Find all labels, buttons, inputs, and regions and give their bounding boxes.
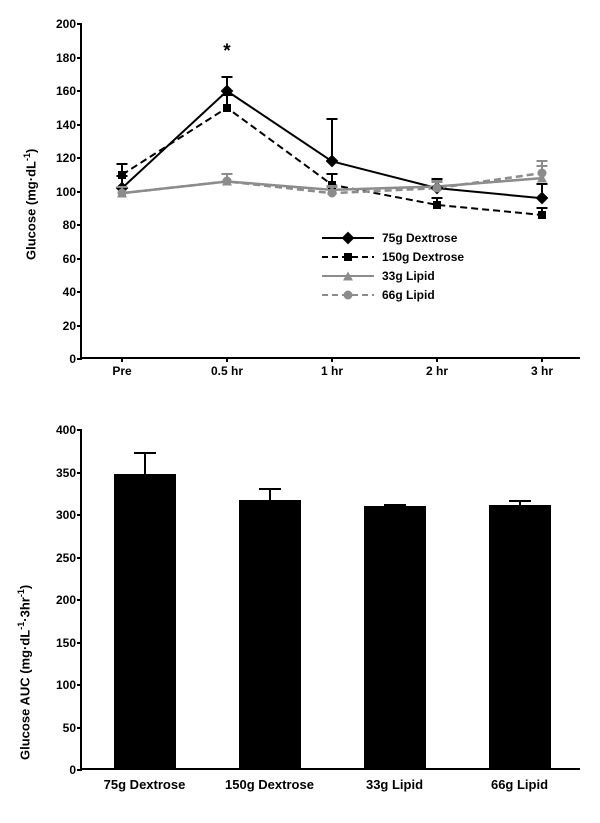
error-bar-cap [384,504,406,506]
legend-item[interactable] [322,285,464,304]
data-point-square [223,104,231,112]
data-point-square [118,171,126,179]
legend-label: 75g Dextrose [382,230,458,245]
error-bar-cap [509,500,531,502]
bar-chart-y-tick-mark [77,642,82,644]
bar [114,474,176,768]
data-point-circle [538,169,547,178]
bar-chart-plot-area [55,423,580,792]
error-bar-cap [134,452,156,454]
bar-chart-x-tick-label: 33g Lipid [365,777,424,792]
line-chart-y-tick-label: 0 [69,352,76,366]
line-chart-y-tick-label: 20 [62,318,76,333]
line-chart-y-tick-label: 120 [55,151,76,165]
error-bar-cap [537,207,548,209]
line-chart-y-tick-label: 40 [62,285,76,299]
bar-chart-y-tick-label: 250 [55,550,76,565]
significance-asterisk: * [223,41,231,63]
legend-label: 66g Lipid [382,287,435,302]
error-bar [269,488,271,502]
legend-item[interactable] [322,266,464,285]
line-chart-y-tick-label: 80 [62,218,76,232]
error-bar-cap [327,118,338,120]
bar-chart-y-tick-mark [77,429,82,431]
bar-chart-y-tick-mark [77,727,82,729]
bar-chart-y-tick-mark [77,514,82,516]
legend-marker [344,290,353,299]
line-chart-legend [322,228,464,304]
bar-chart-x-tick-label: 75g Dextrose [103,777,186,792]
line-chart-y-tick-label: 60 [62,251,76,266]
bar-chart-y-tick-mark [77,472,82,474]
line-chart-x-tick-label: Pre [112,364,132,378]
bar-chart-y-tick-label: 0 [69,763,76,777]
error-bar-cap [222,94,233,96]
legend-swatch-triangle-icon [322,270,374,282]
error-bar-cap [117,163,128,165]
legend-item[interactable] [322,228,464,247]
line-chart-x-tick-label: 3 hr [530,364,554,378]
bar-chart-y-tick-mark [77,684,82,686]
error-bar-cap [537,183,548,185]
line-chart-y-tick-label: 200 [55,17,76,31]
line-chart-y-axis-label: Glucose $(mg\cdot dL^{-1})$ [22,148,39,260]
legend-marker [342,231,355,244]
line-chart-y-tick-label: 100 [55,184,76,199]
bar [489,505,551,768]
legend-marker [343,271,353,280]
bar-chart-y-tick-mark [77,599,82,601]
legend-marker [344,253,352,261]
legend-label: 33g Lipid [382,268,435,283]
error-bar [144,452,146,476]
bar [239,500,301,768]
legend-item[interactable] [322,247,464,266]
line-chart-y-tick-label: 160 [55,84,76,98]
bar-chart-y-tick-label: 400 [55,423,76,437]
bar-chart-y-tick-label: 300 [55,508,76,522]
legend-swatch-circle-icon [322,289,374,301]
line-chart [0,0,600,400]
data-point-circle [223,177,232,186]
bar-chart-y-tick-label: 100 [55,678,76,692]
bar-chart-y-tick-label: 200 [55,593,76,607]
line-chart-plot-area [55,17,580,378]
bar-chart-y-tick-label: 350 [55,465,76,480]
bar-chart [0,415,600,823]
line-chart-y-tick-label: 140 [55,117,76,132]
bar-chart-y-tick-mark [77,769,82,771]
bar-chart-y-tick-mark [77,557,82,559]
error-bar-cap [222,173,233,175]
data-point-square [538,211,546,219]
line-chart-x-tick-label: 1 hr [320,364,344,378]
error-bar-cap [259,488,281,490]
error-bar-cap [327,173,338,175]
legend-label: 150g Dextrose [382,249,465,264]
legend-swatch-square-icon [322,251,374,263]
bar-chart-y-tick-label: 50 [62,720,76,735]
bar-chart-x-tick-label: 66g Lipid [490,777,549,792]
data-point-circle [433,184,442,193]
data-point-square [433,201,441,209]
bar-chart-y-axis-label: Glucose AUC $(mg\cdot dL^{-1}\cdot 3hr^{-1})$ [16,584,33,760]
line-chart-y-tick-label: 180 [55,50,76,65]
error-bar-cap [432,197,443,199]
error-bar-cap [222,76,233,78]
data-point-circle [328,189,337,198]
data-point-circle [118,189,127,198]
line-chart-x-tick-label: 2 hr [425,364,449,378]
legend-swatch-diamond-icon [322,232,374,244]
bar-chart-y-tick-label: 150 [55,635,76,650]
bar [364,506,426,768]
error-bar-cap [537,160,548,162]
bar-chart-x-tick-label: 150g Dextrose [225,777,314,792]
line-chart-x-tick-label: 0.5 hr [210,364,244,378]
